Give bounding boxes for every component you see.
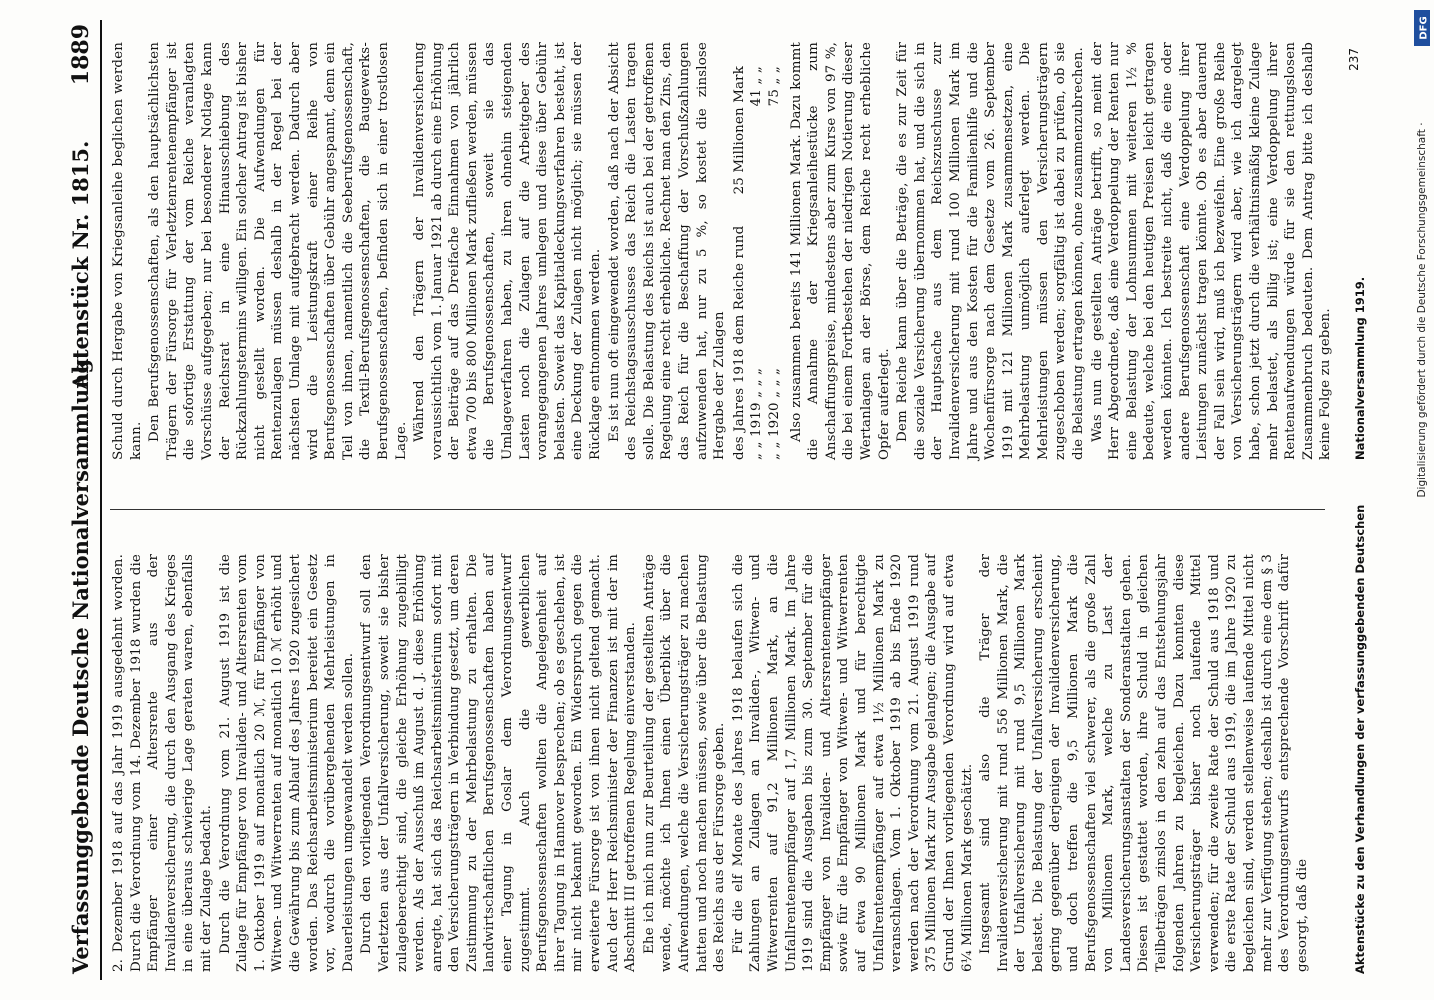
paragraph: Insgesamt sind also die Träger der Invalidenversicherung mit rund 556 Millionen Mark, die der Unfallversicherung mit rund 9,5 Millionen Mark belastet. Die Belastung der Unfallversicherung erscheint gering gegenüber derjenigen der Invalidenversicherung, und doch treffen die 9,5 Millionen Mark die Berufsgenossenschaften viel schwerer, als die große Zahl von Millionen Mark, welche zu Last der Landesversicherungsanstalten der Sonderanstalten gehen. Diesen ist gestattet worden, ihre Schuld in gleichen Teilbeträgen zinslos in den zehn auf das Entstehungsjahr folgenden Jahren zu begleichen. Dazu konnten diese Versicherungsträger bisher noch laufende Mittel verwenden; für die zweite Rate der Schuld aus 1918 und die erste Rate der Schuld aus 1919, die im Jahre 1920 zu begleichen sind, werden stellenweise laufende Mittel nicht mehr zur Verfügung stehen; deshalb ist durch eine dem § 3 des Verordnungsentwurfs entsprechende Vorschrift dafür gesorgt, daß die [978, 554, 1310, 972]
digitization-sidebar [1412, 10, 1432, 990]
paragraph: Ehe ich mich nun zur Beurteilung der gestellten Anträge wende, möchte ich Ihnen einen Überblick über die Aufwendungen, welche die Versicherungsträger zu machen hatten und noch machen müssen, sowie über die Belastung des Reichs aus der Fürsorge geben. [641, 554, 728, 972]
table-cell-label: „ „ 1920 „ „ „ [766, 367, 782, 460]
publication-title: Verfassunggebende Deutsche Nationalversammlung. [68, 351, 93, 974]
paragraph: Während den Trägern der Invalidenversicherung voraussichtlich vom 1. Januar 1921 ab durch eine Erhöhung der Beiträge auf das Dreifache Einnahmen von jährlich etwa 700 bis 800 Millionen Mark zufließen werden, müssen die Berufsgenossenschaften, soweit sie das Umlageverfahren haben, zu ihren ohnehin steigenden Lasten noch die Zulagen auf die Arbeitgeber des vorangegangenen Jahres umlegen und diese über Gebühr belasten. Soweit das Kapitaldeckungsverfahren besteht, ist eine Deckung der Zulagen nicht möglich; sie müssen der Rücklage entnommen werden. [412, 42, 604, 460]
document-number: Aktenstück Nr. 1815. [68, 140, 93, 390]
footer-right: Nationalversammlung 1919. [1353, 276, 1367, 460]
column-divider [110, 509, 1325, 510]
paragraph: Für die elf Monate des Jahres 1918 belaufen sich die Zahlungen an Zulagen an Invaliden-, Witwen- und Witwerrenten auf 91,2 Millionen Mark, an die Unfallrentenempfänger auf 1,7 Millionen Mark. Im Jahre 1919 sind die Ausgaben bis zum 30. September für die Empfänger von Invaliden- und Altersrentenempfänger sowie für die Empfänger von Witwen- und Witwerrenten auf etwa 90 Millionen Mark und für berechtigte Unfallrentenempfänger auf etwa 1½ Millionen Mark zu veranschlagen. Vom 1. Oktober 1919 ab bis Ende 1920 werden nach der Verordnung vom 21. August 1919 rund 375 Millionen Mark zur Ausgabe gelangen; die Ausgabe auf Grund der Ihnen vorliegenden Verordnung wird auf etwa 6¼ Millionen Mark geschätzt. [730, 554, 975, 972]
table-row [766, 42, 784, 460]
table-cell-value: 41 „ „ [749, 66, 765, 107]
expense-table [731, 42, 784, 460]
page-footer [1348, 20, 1372, 980]
paragraph: Es ist nun oft eingewendet worden, daß nach der Absicht des Reichstagsausschusses das Reich die Lasten tragen solle. Die Belastung des Reichs ist auch bei der getroffenen Regelung eine recht erhebliche. Rechnet man den Zins, den das Reich für die Beschaffung der Vorschußzahlungen aufzuwenden hat, nur zu 5 %, so kostet die zinslose Hergabe der Zulagen [606, 42, 728, 460]
table-row [748, 42, 766, 460]
digitization-note: Digitalisierung gefördert durch die Deutsche Forschungsgemeinschaft · [1416, 122, 1428, 498]
sheet-number: 237 [1347, 48, 1361, 71]
dfg-logo-text: DFG [1418, 16, 1430, 40]
rotated-print-area [62, 20, 1382, 980]
table-cell-value: 25 Millionen Mark [731, 66, 747, 195]
paragraph: Schuld durch Hergabe von Kriegsanleihe beglichen werden kann. [111, 42, 144, 460]
paragraph: Also zusammen bereits 141 Millionen Mark. Dazu kommt die Annahme der Kriegsanleihestücke zum Anschaffungspreise, mindestens aber zum Kurse von 97 %, die bei einem Fortbestehen der niedrigen Notierung dieser Wertanlagen an der Börse, dem Reiche recht erhebliche Opfer auferlegt. [788, 42, 892, 460]
right-column [110, 42, 1334, 460]
table-row [731, 42, 749, 460]
dfg-logo [1414, 10, 1430, 46]
paragraph: Durch die Verordnung vom 21. August 1919 ist die Zulage für Empfänger von Invaliden- und Altersrenten vom 1. Oktober 1919 auf monatlich 20 ℳ, für Empfänger von Witwen- und Witwerrenten auf monatlich 10 ℳ erhöht und die Gewährung bis zum Ablauf des Jahres 1920 zugesichert worden. Das Reichsarbeitsministerium bereitet ein Gesetz vor, wodurch die vorübergehenden Mehrleistungen in Dauerleistungen umgewandelt werden sollen. [217, 554, 356, 972]
left-column [110, 554, 1330, 972]
table-cell-label: des Jahres 1918 dem Reiche rund [731, 225, 747, 460]
paragraph: Was nun die gestellten Anträge betrifft, so meint der Herr Abgeordnete, daß eine Verdoppelung der Renten nur eine Belastung der Lohnsummen mit weiteren 1½ % bedeute, welche bei den heutigen Preisen leicht getragen werden könnten. Ich bestreite nicht, daß die eine oder andere Berufsgenossenschaft eine Verdoppelung ihrer Leistungen zunächst tragen könnte. Ob es aber dauernd der Fall sein wird, muß ich bezweifeln. Eine große Reihe von Versicherungsträgern wird aber, wie ich dargelegt habe, schon jetzt durch die verhältnismäßig kleine Zulage mehr belastet, als billig ist; eine Verdoppelung ihrer Rentenaufwendungen würde für sie den rettungslosen Zusammenbruch bedeuten. Dem Antrag bitte ich deshalb keine Folge zu geben. [1089, 42, 1334, 460]
paragraph: Dem Reiche kann über die Beträge, die es zur Zeit für die soziale Versicherung übernommen hat, und die sich in der Hauptsache aus dem Reichszuschusse zur Invalidenversicherung mit rund 100 Millionen Mark im Jahre und aus den Kosten für die Familienhilfe und die Wochenfürsorge nach dem Gesetze vom 26. September 1919 mit 121 Millionen Mark zusammensetzen, eine Mehrbelastung unmöglich auferlegt werden. Die Mehrleistungen müssen den Versicherungsträgern zugeschoben werden; sorgfältig ist dabei zu prüfen, ob sie die Belastung ertragen können, ohne zusammenzubrechen. [895, 42, 1087, 460]
page-number: 1889 [68, 24, 94, 86]
table-cell-value: 75 „ „ [766, 66, 782, 107]
footer-left: Aktenstücke zu den Verhandlungen der verfassunggebenden Deutschen [1353, 504, 1367, 974]
page-header [62, 20, 102, 980]
paragraph: Durch den vorliegenden Verordnungsentwurf soll den Verletzten aus der Unfallversicherung, soweit sie bisher zulageberechtigt sind, die gleiche Erhöhung zugebilligt werden. Als der Ausschuß im August d. J. diese Erhöhung anregte, hat sich das Reichsarbeitsministerium sofort mit den Versicherungsträgern in Verbindung gesetzt, um deren Zustimmung zu der Mehrbelastung zu erhalten. Die landwirtschaftlichen Berufsgenossenschaften haben auf einer Tagung in Goslar dem Verordnungsentwurf zugestimmt. Auch die gewerblichen Berufsgenossenschaften wollten die Angelegenheit auf ihrer Tagung in Hannover besprechen; ob es geschehen, ist mir nicht bekannt geworden. Ein Widerspruch gegen die erweiterte Fürsorge ist von ihnen nicht geltend gemacht. Auch der Herr Reichsminister der Finanzen ist mit der im Abschnitt III getroffenen Regelung einverstanden. [359, 554, 639, 972]
paragraph: Den Berufsgenossenschaften, als den hauptsächlichsten Trägern der Fürsorge für Verletztenrentenempfänger ist die sofortige Erstattung der vom Reiche veranlagten Vorschüsse aufgegeben; nur bei besonderer Notlage kann der Reichsrat in eine Hinausschiebung des Rückzahlungstermins willigen. Ein solcher Antrag ist bisher nicht gestellt worden. Die Aufwendungen für Rentenzulagen müssen deshalb in der Regel bei der nächsten Umlage mit aufgebracht werden. Dadurch aber wird die Leistungskraft einer Reihe von Berufsgenossenschaften über Gebühr angespannt, denn ein Teil von ihnen, namentlich die Seeberufsgenossenschaft, die Textil-Berufsgenossenschaften, die Baugewerks-Berufsgenossenschaften, befinden sich in einer trostlosen Lage. [147, 42, 409, 460]
paragraph: 2. Dezember 1918 auf das Jahr 1919 ausgedehnt worden. Durch die Verordnung vom 14. Dezember 1918 wurden die Empfänger einer Altersrente aus der Invalidenversicherung, die durch den Ausgang des Krieges in eine überaus schwierige Lage geraten waren, ebenfalls mit der Zulage bedacht. [111, 554, 214, 972]
table-cell-label: „ „ 1919 „ „ „ [749, 367, 765, 460]
